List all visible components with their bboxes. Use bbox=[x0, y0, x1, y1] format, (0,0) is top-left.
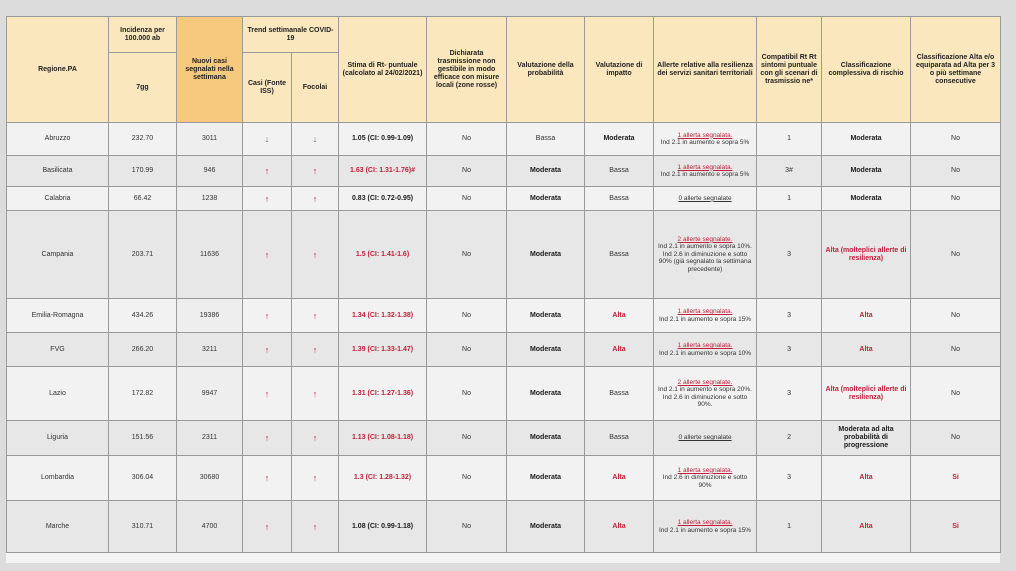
cell-trend-focolai-arrow-icon: ↓ bbox=[292, 123, 339, 156]
cell-trend-casi-arrow-icon: ↑ bbox=[243, 421, 292, 456]
cell-stima-rt: 1.34 (CI: 1.32-1.38) bbox=[339, 299, 427, 333]
cell-probabilita: Moderata bbox=[507, 156, 585, 187]
cell-alta-3-settimane: No bbox=[911, 123, 1001, 156]
cell-nuovi-casi: 11636 bbox=[177, 211, 243, 299]
cell-stima-rt: 1.31 (CI: 1.27-1.36) bbox=[339, 367, 427, 421]
cell-regione: Marche bbox=[7, 501, 109, 553]
table-row bbox=[7, 187, 1001, 211]
cell-probabilita: Moderata bbox=[507, 333, 585, 367]
cell-impatto: Alta bbox=[585, 333, 654, 367]
cell-trend-casi-arrow-icon: ↑ bbox=[243, 187, 292, 211]
cell-regione: Lombardia bbox=[7, 456, 109, 501]
cell-trend-focolai-arrow-icon: ↑ bbox=[292, 211, 339, 299]
cell-trend-focolai-arrow-icon: ↑ bbox=[292, 187, 339, 211]
allerte-detail: Ind 2.1 in aumento e sopra 20%. Ind 2.6 in diminuzione e sotto 90%. bbox=[658, 386, 752, 408]
cell-stima-rt: 1.3 (CI: 1.28-1.32) bbox=[339, 456, 427, 501]
cell-allerte bbox=[654, 299, 757, 333]
header-trend-casi: Casi (Fonte ISS) bbox=[243, 53, 292, 123]
risk-classification-table bbox=[6, 16, 1001, 553]
table-row bbox=[7, 456, 1001, 501]
cell-classificazione: Moderata bbox=[822, 156, 911, 187]
cell-allerte bbox=[654, 333, 757, 367]
cell-nuovi-casi: 4700 bbox=[177, 501, 243, 553]
cell-trend-focolai-arrow-icon: ↑ bbox=[292, 156, 339, 187]
cell-incidenza: 266.20 bbox=[109, 333, 177, 367]
cell-trend-focolai-arrow-icon: ↑ bbox=[292, 367, 339, 421]
cell-impatto: Bassa bbox=[585, 367, 654, 421]
cell-dichiarata: No bbox=[427, 456, 507, 501]
cell-compatibilita: 2 bbox=[757, 421, 822, 456]
cell-impatto: Alta bbox=[585, 456, 654, 501]
header-classificazione: Classificazione complessiva di rischio bbox=[822, 17, 911, 123]
header-allerte: Allerte relative alla resilienza dei servizi sanitari territoriali bbox=[654, 17, 757, 123]
cell-classificazione: Alta bbox=[822, 333, 911, 367]
table-row bbox=[7, 421, 1001, 456]
cell-classificazione: Alta bbox=[822, 501, 911, 553]
cell-dichiarata: No bbox=[427, 421, 507, 456]
cell-regione: Campania bbox=[7, 211, 109, 299]
cell-allerte bbox=[654, 211, 757, 299]
cell-nuovi-casi: 30680 bbox=[177, 456, 243, 501]
cell-alta-3-settimane: Si bbox=[911, 501, 1001, 553]
cell-nuovi-casi: 9947 bbox=[177, 367, 243, 421]
cell-classificazione: Moderata ad alta probabilità di progressione bbox=[822, 421, 911, 456]
cell-dichiarata: No bbox=[427, 123, 507, 156]
cell-dichiarata: No bbox=[427, 333, 507, 367]
allerte-count: 1 allerta segnalata. bbox=[677, 466, 733, 474]
cell-trend-casi-arrow-icon: ↑ bbox=[243, 501, 292, 553]
cell-incidenza: 310.71 bbox=[109, 501, 177, 553]
cell-stima-rt: 1.5 (CI: 1.41-1.6) bbox=[339, 211, 427, 299]
table-row bbox=[7, 501, 1001, 553]
cell-impatto: Alta bbox=[585, 501, 654, 553]
cell-stima-rt: 1.39 (CI: 1.33-1.47) bbox=[339, 333, 427, 367]
cell-regione: Emilia-Romagna bbox=[7, 299, 109, 333]
header-trend-focolai: Focolai bbox=[292, 53, 339, 123]
cell-probabilita: Moderata bbox=[507, 187, 585, 211]
header-trend: Trend settimanale COVID-19 bbox=[243, 17, 339, 53]
allerte-count: 0 allerte segnalate bbox=[678, 194, 732, 202]
cell-alta-3-settimane: No bbox=[911, 333, 1001, 367]
header-alta-3-settimane: Classificazione Alta e/o equiparata ad Alta per 3 o più settimane consecutive bbox=[911, 17, 1001, 123]
allerte-detail: Ind 2.1 in aumento e sopra 15% bbox=[658, 526, 752, 534]
cell-incidenza: 151.56 bbox=[109, 421, 177, 456]
cell-compatibilita: 1 bbox=[757, 123, 822, 156]
cell-trend-casi-arrow-icon: ↑ bbox=[243, 299, 292, 333]
allerte-detail: Ind 2.1 in aumento e sopra 10%. Ind 2.6 in diminuzione e sotto 90% (già segnalato la settimana precedente) bbox=[658, 243, 752, 273]
header-incidenza-7gg: 7gg bbox=[109, 53, 177, 123]
cell-probabilita: Moderata bbox=[507, 421, 585, 456]
allerte-count: 1 allerta segnalata. bbox=[677, 131, 733, 139]
cell-nuovi-casi: 2311 bbox=[177, 421, 243, 456]
cell-allerte bbox=[654, 123, 757, 156]
cell-regione: FVG bbox=[7, 333, 109, 367]
cell-classificazione: Alta bbox=[822, 299, 911, 333]
cell-impatto: Bassa bbox=[585, 421, 654, 456]
cell-alta-3-settimane: No bbox=[911, 187, 1001, 211]
allerte-detail: Ind 2.1 in aumento e sopra 5% bbox=[660, 139, 750, 146]
table-body bbox=[7, 123, 1001, 553]
cell-compatibilita: 1 bbox=[757, 187, 822, 211]
allerte-count: 1 allerta segnalata. bbox=[677, 519, 733, 526]
allerte-count: 1 allerta segnalata. bbox=[677, 342, 733, 349]
cell-compatibilita: 3# bbox=[757, 156, 822, 187]
cell-impatto: Alta bbox=[585, 299, 654, 333]
table-row bbox=[7, 299, 1001, 333]
cell-classificazione: Alta (molteplici allerte di resilienza) bbox=[822, 367, 911, 421]
cell-stima-rt: 1.63 (CI: 1.31-1.76)# bbox=[339, 156, 427, 187]
cell-dichiarata: No bbox=[427, 367, 507, 421]
cell-allerte bbox=[654, 156, 757, 187]
cell-trend-casi-arrow-icon: ↑ bbox=[243, 333, 292, 367]
header-impatto: Valutazione di impatto bbox=[585, 17, 654, 123]
cell-incidenza: 66.42 bbox=[109, 187, 177, 211]
cell-probabilita: Moderata bbox=[507, 211, 585, 299]
cell-impatto: Bassa bbox=[585, 187, 654, 211]
cell-allerte bbox=[654, 501, 757, 553]
cell-trend-casi-arrow-icon: ↑ bbox=[243, 211, 292, 299]
cell-compatibilita: 3 bbox=[757, 211, 822, 299]
cell-compatibilita: 3 bbox=[757, 299, 822, 333]
cell-dichiarata: No bbox=[427, 156, 507, 187]
cell-trend-focolai-arrow-icon: ↑ bbox=[292, 299, 339, 333]
cell-dichiarata: No bbox=[427, 501, 507, 553]
allerte-count: 1 allerta segnalata. bbox=[677, 308, 733, 315]
cell-trend-focolai-arrow-icon: ↑ bbox=[292, 501, 339, 553]
cell-regione: Abruzzo bbox=[7, 123, 109, 156]
cell-trend-casi-arrow-icon: ↑ bbox=[243, 456, 292, 501]
cell-allerte bbox=[654, 456, 757, 501]
allerte-detail: Ind 2.1 in aumento e sopra 5% bbox=[660, 171, 750, 178]
cell-probabilita: Bassa bbox=[507, 123, 585, 156]
allerte-count: 2 allerte segnalate. bbox=[677, 235, 733, 243]
cell-impatto: Bassa bbox=[585, 211, 654, 299]
cell-stima-rt: 0.83 (CI: 0.72-0.95) bbox=[339, 187, 427, 211]
allerte-count: 1 allerta segnalata. bbox=[677, 163, 733, 171]
cell-stima-rt: 1.08 (CI: 0.99-1.18) bbox=[339, 501, 427, 553]
table-row bbox=[7, 367, 1001, 421]
cell-allerte bbox=[654, 187, 757, 211]
cell-compatibilita: 1 bbox=[757, 501, 822, 553]
cell-alta-3-settimane: No bbox=[911, 299, 1001, 333]
cell-alta-3-settimane: No bbox=[911, 156, 1001, 187]
cell-alta-3-settimane: Si bbox=[911, 456, 1001, 501]
cell-dichiarata: No bbox=[427, 211, 507, 299]
cell-trend-focolai-arrow-icon: ↑ bbox=[292, 333, 339, 367]
cell-incidenza: 232.70 bbox=[109, 123, 177, 156]
cell-trend-focolai-arrow-icon: ↑ bbox=[292, 456, 339, 501]
cell-allerte bbox=[654, 421, 757, 456]
cell-trend-focolai-arrow-icon: ↑ bbox=[292, 421, 339, 456]
allerte-detail: Ind 2.6 in diminuzione e sotto 90% bbox=[662, 474, 748, 489]
cell-classificazione: Moderata bbox=[822, 123, 911, 156]
cell-stima-rt: 1.13 (CI: 1.08-1.18) bbox=[339, 421, 427, 456]
cell-trend-casi-arrow-icon: ↓ bbox=[243, 123, 292, 156]
cell-allerte bbox=[654, 367, 757, 421]
cell-nuovi-casi: 946 bbox=[177, 156, 243, 187]
cell-incidenza: 203.71 bbox=[109, 211, 177, 299]
header-nuovi-casi: Nuovi casi segnalati nella settimana bbox=[177, 17, 243, 123]
cell-probabilita: Moderata bbox=[507, 501, 585, 553]
table-row bbox=[7, 156, 1001, 187]
header-stima-rt: Stima di Rt- puntuale (calcolato al 24/02/2021) bbox=[339, 17, 427, 123]
cell-probabilita: Moderata bbox=[507, 456, 585, 501]
cell-alta-3-settimane: No bbox=[911, 367, 1001, 421]
cell-incidenza: 170.99 bbox=[109, 156, 177, 187]
cell-impatto: Moderata bbox=[585, 123, 654, 156]
cell-dichiarata: No bbox=[427, 187, 507, 211]
cell-regione: Liguria bbox=[7, 421, 109, 456]
cell-regione: Basilicata bbox=[7, 156, 109, 187]
cell-alta-3-settimane: No bbox=[911, 421, 1001, 456]
cell-incidenza: 434.26 bbox=[109, 299, 177, 333]
cell-compatibilita: 3 bbox=[757, 333, 822, 367]
cell-classificazione: Moderata bbox=[822, 187, 911, 211]
cell-regione: Calabria bbox=[7, 187, 109, 211]
cell-probabilita: Moderata bbox=[507, 299, 585, 333]
allerte-count: 0 allerte segnalate bbox=[678, 434, 732, 442]
cell-regione: Lazio bbox=[7, 367, 109, 421]
header-regione: Regione.PA bbox=[7, 17, 109, 123]
cell-trend-casi-arrow-icon: ↑ bbox=[243, 156, 292, 187]
cell-compatibilita: 3 bbox=[757, 456, 822, 501]
allerte-detail: Ind 2.1 in aumento e sopra 15% bbox=[658, 315, 752, 323]
cell-stima-rt: 1.05 (CI: 0.99-1.09) bbox=[339, 123, 427, 156]
header-probabilita: Valutazione della probabilità bbox=[507, 17, 585, 123]
cell-probabilita: Moderata bbox=[507, 367, 585, 421]
allerte-count: 2 allerte segnalate. bbox=[677, 378, 733, 386]
cell-impatto: Bassa bbox=[585, 156, 654, 187]
cell-dichiarata: No bbox=[427, 299, 507, 333]
header-incidenza: Incidenza per 100.000 ab bbox=[109, 17, 177, 53]
table-row bbox=[7, 333, 1001, 367]
table-row bbox=[7, 123, 1001, 156]
cell-incidenza: 172.82 bbox=[109, 367, 177, 421]
cell-nuovi-casi: 3011 bbox=[177, 123, 243, 156]
cell-trend-casi-arrow-icon: ↑ bbox=[243, 367, 292, 421]
cell-compatibilita: 3 bbox=[757, 367, 822, 421]
header-compatibilita: Compatibil Rt Rt sintomi puntuale con gli scenari di trasmissio ne* bbox=[757, 17, 822, 123]
cell-classificazione: Alta (molteplici allerte di resilienza) bbox=[822, 211, 911, 299]
cell-incidenza: 306.04 bbox=[109, 456, 177, 501]
allerte-detail: Ind 2.1 in aumento e sopra 10% bbox=[658, 349, 752, 357]
cell-nuovi-casi: 19386 bbox=[177, 299, 243, 333]
cell-nuovi-casi: 3211 bbox=[177, 333, 243, 367]
cell-classificazione: Alta bbox=[822, 456, 911, 501]
cell-alta-3-settimane: No bbox=[911, 211, 1001, 299]
cell-nuovi-casi: 1238 bbox=[177, 187, 243, 211]
header-dichiarata: Dichiarata trasmissione non gestibile in modo efficace con misure locali (zone rosse) bbox=[427, 17, 507, 123]
table-row bbox=[7, 211, 1001, 299]
